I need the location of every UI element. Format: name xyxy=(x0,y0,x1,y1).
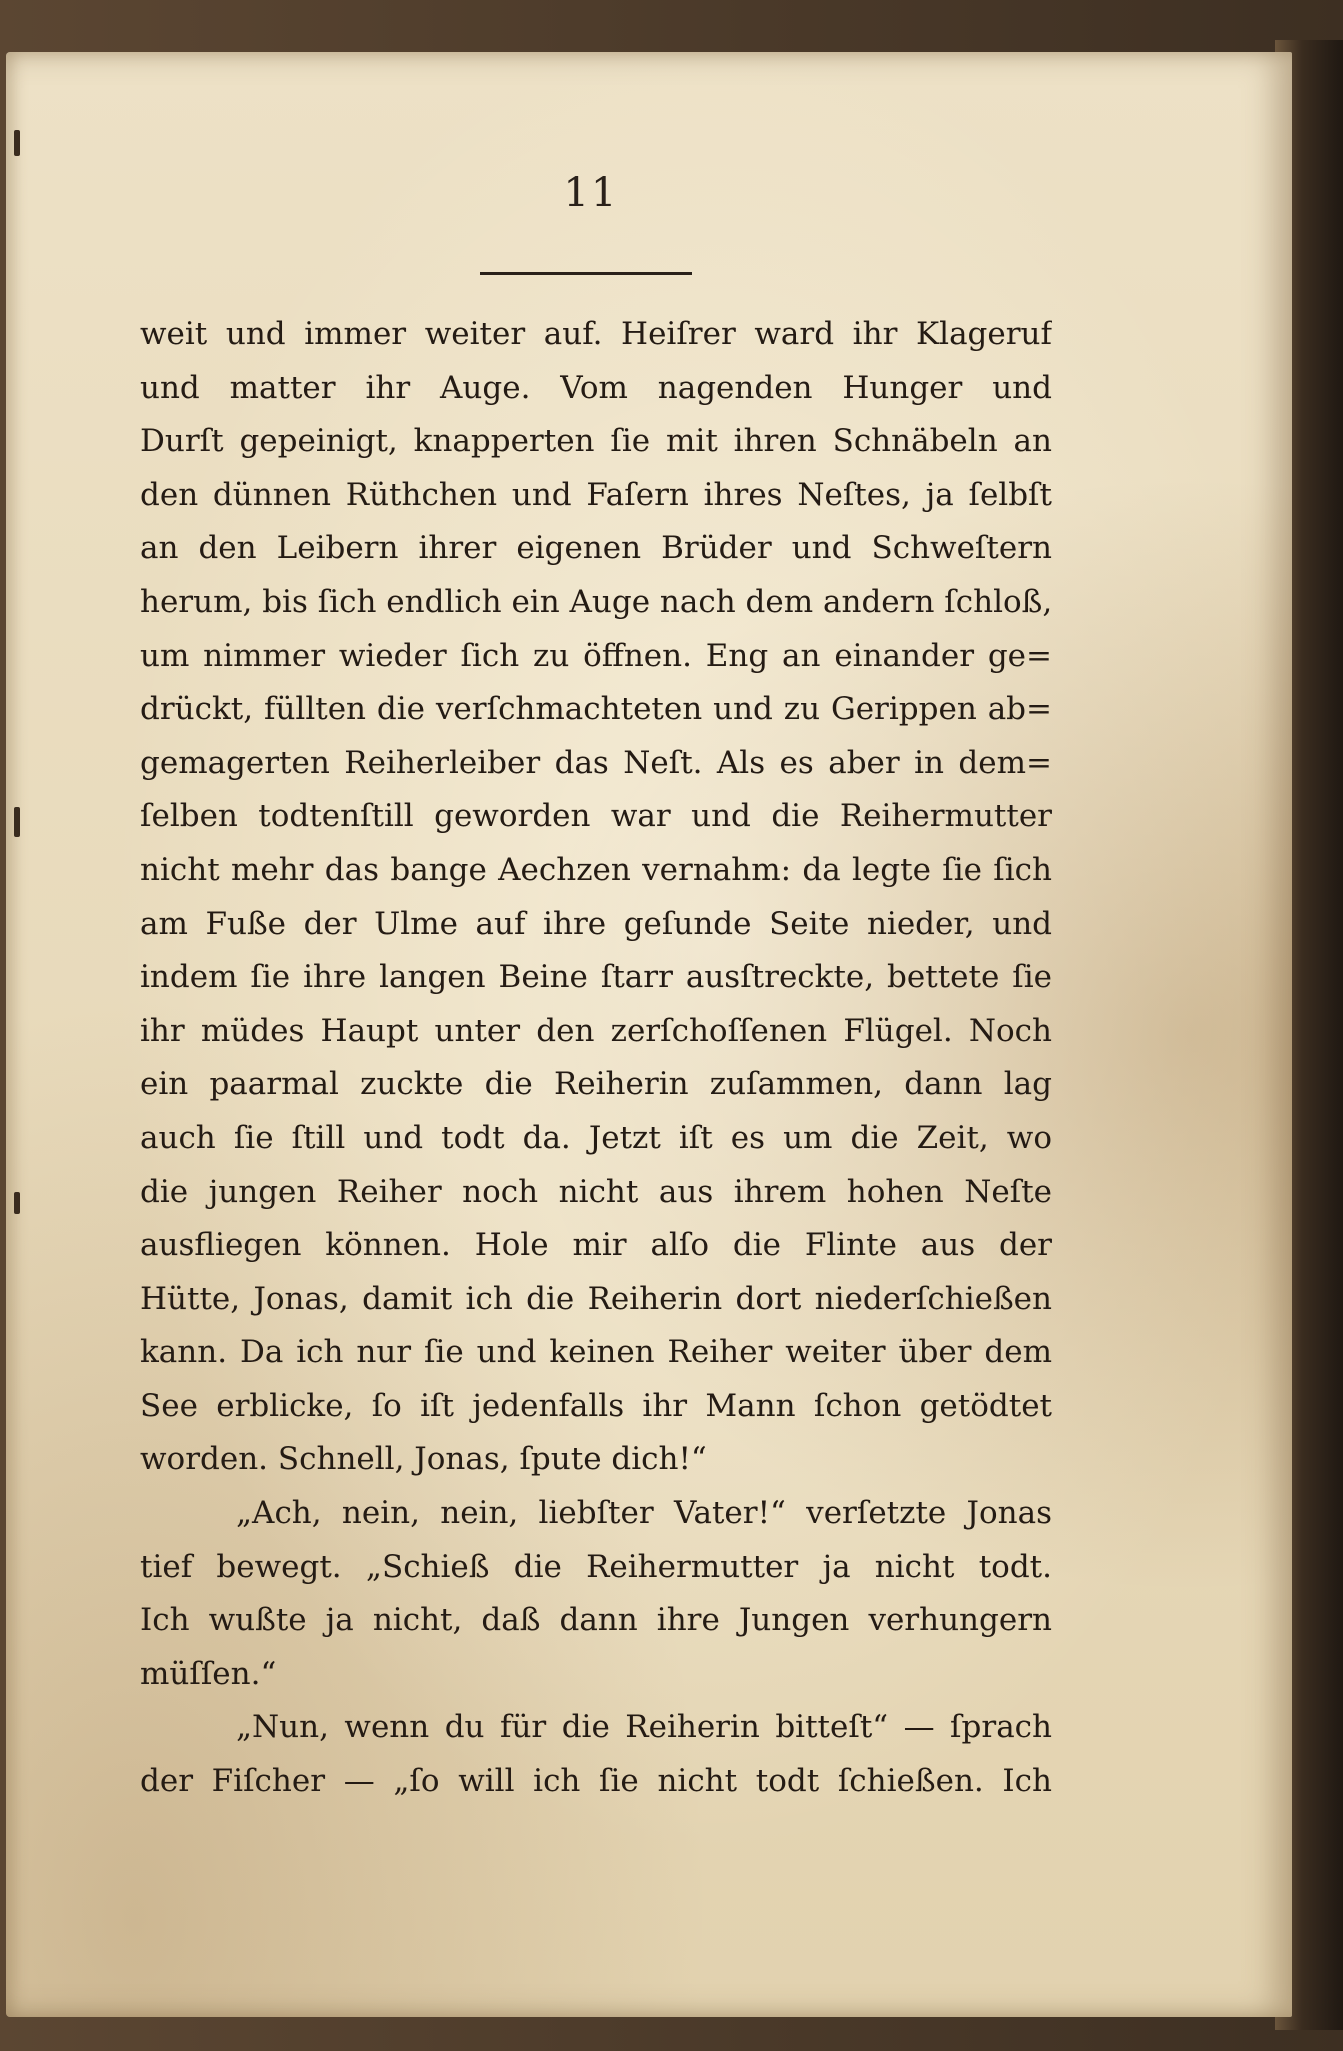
thread-mark xyxy=(14,807,20,837)
thread-mark xyxy=(14,130,20,156)
text-line: drückt, füllten die verſchmachteten und zu Gerippen ab= xyxy=(140,691,1052,728)
text-line: am Fuße der Ulme auf ihre geſunde Seite nieder, und xyxy=(140,905,1052,942)
text-line: „Nun, wenn du für die Reiherin bitteſt“ — ſprach xyxy=(236,1709,1052,1746)
text-line: herum, bis ſich endlich ein Auge nach dem andern ſchloß, xyxy=(140,583,1052,620)
text-line: ein paarmal zuckte die Reiherin zuſammen, dann lag xyxy=(140,1066,1052,1103)
page-number: 11 xyxy=(563,170,619,216)
text-line: ſelben todtenſtill geworden war und die Reihermutter xyxy=(140,798,1052,835)
text-line: ausfliegen können. Hole mir alſo die Flinte aus der xyxy=(140,1227,1052,1264)
text-line: „Ach, nein, nein, liebſter Vater!“ verſetzte Jonas xyxy=(236,1495,1052,1532)
header-rule xyxy=(480,272,692,275)
text-line: Ich wußte ja nicht, daß dann ihre Jungen verhungern xyxy=(140,1602,1052,1639)
text-line: ihr müdes Haupt unter den zerſchoſſenen Flügel. Noch xyxy=(140,1012,1052,1049)
text-line: gemagerten Reiherleiber das Neſt. Als es aber in dem= xyxy=(140,744,1052,781)
text-line: kann. Da ich nur ſie und keinen Reiher weiter über dem xyxy=(140,1334,1052,1371)
text-line: um nimmer wieder ſich zu öffnen. Eng an einander ge= xyxy=(140,637,1052,674)
text-line: See erblicke, ſo iſt jedenfalls ihr Mann ſchon getödtet xyxy=(140,1387,1052,1424)
text-line: indem ſie ihre langen Beine ſtarr ausſtreckte, bettete ſie xyxy=(140,959,1052,996)
text-line: worden. Schnell, Jonas, ſpute dich!“ xyxy=(140,1441,707,1478)
text-line: an den Leibern ihrer eigenen Brüder und Schweſtern xyxy=(140,530,1052,567)
thread-mark xyxy=(14,1192,20,1214)
text-line: Durſt gepeinigt, knapperten ſie mit ihren Schnäbeln an xyxy=(140,423,1052,460)
text-line: den dünnen Rüthchen und Faſern ihres Neſtes, ja ſelbſt xyxy=(140,476,1052,513)
text-line: und matter ihr Auge. Vom nagenden Hunger und xyxy=(140,369,1052,406)
text-line: weit und immer weiter auf. Heiſrer ward ihr Klageruf xyxy=(140,316,1052,352)
text-line: Hütte, Jonas, damit ich die Reiherin dort niederſchießen xyxy=(140,1280,1052,1317)
text-line: müſſen.“ xyxy=(140,1655,277,1692)
paper-page xyxy=(6,52,1292,2017)
text-line: auch ſie ſtill und todt da. Jetzt iſt es um die Zeit, wo xyxy=(140,1119,1052,1156)
text-line: nicht mehr das bange Aechzen vernahm: da legte ſie ſich xyxy=(140,851,1052,888)
text-line: der Fiſcher — „ſo will ich ſie nicht todt ſchießen. Ich xyxy=(140,1763,1052,1800)
body-text xyxy=(140,308,1052,1809)
text-line: die jungen Reiher noch nicht aus ihrem hohen Neſte xyxy=(140,1173,1052,1210)
text-line: tief bewegt. „Schieß die Reihermutter ja nicht todt. xyxy=(140,1548,1052,1585)
